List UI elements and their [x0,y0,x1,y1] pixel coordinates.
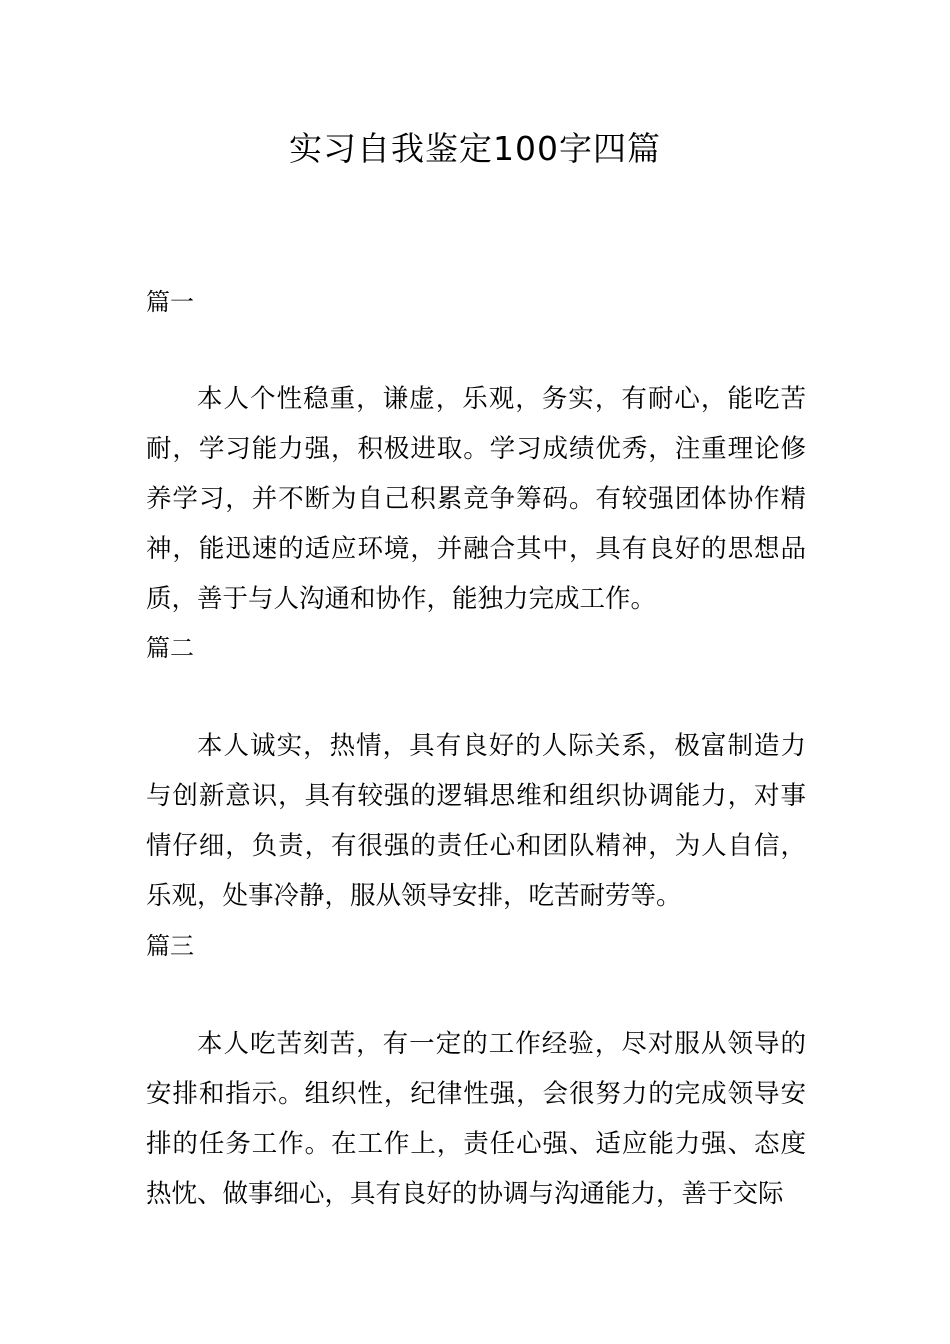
section-paragraph-3: 本人吃苦刻苦，有一定的工作经验，尽对服从领导的安排和指示。组织性，纪律性强，会很努力的完成领导安排的任务工作。在工作上，责任心强、适应能力强、态度热忱、做事细心，具有良好的协调与沟通能力，善于交际 [146,1029,806,1209]
section-label-3: 篇三 [146,932,194,960]
section-label-1: 篇一 [146,288,194,316]
section-paragraph-2: 本人诚实，热情，具有良好的人际关系，极富制造力与创新意识，具有较强的逻辑思维和组织协调能力，对事情仔细，负责，有很强的责任心和团队精神，为人自信，乐观，处事冷静，服从领导安排，吃苦耐劳等。 [146,731,806,911]
section-paragraph-1: 本人个性稳重，谦虚，乐观，务实，有耐心，能吃苦耐，学习能力强，积极进取。学习成绩优秀，注重理论修养学习，并不断为自己积累竞争筹码。有较强团体协作精神，能迅速的适应环境，并融合其中，具有良好的思想品质，善于与人沟通和协作，能独力完成工作。 [146,384,806,614]
document-title: 实习自我鉴定100字四篇 [289,129,661,168]
section-label-2: 篇二 [146,634,194,662]
